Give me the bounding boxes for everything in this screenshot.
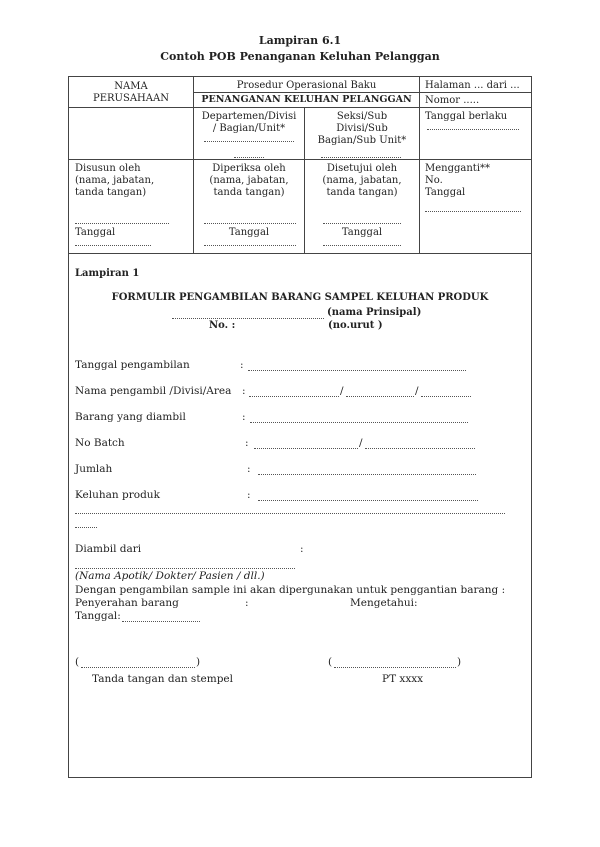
field-batch-label: No Batch xyxy=(75,437,125,449)
taken-from-label: Diambil dari xyxy=(75,543,142,555)
attachment-label: Lampiran 1 xyxy=(75,268,140,279)
form-title: FORMULIR PENGAMBILAN BARANG SAMPEL KELUHAN PRODUK xyxy=(111,292,489,303)
prepared-date-label: Tanggal xyxy=(75,227,116,238)
approved-date-label: Tanggal xyxy=(341,227,383,238)
field-complaint-input-line2[interactable] xyxy=(75,513,505,514)
acknowledged-label: Mengetahui: xyxy=(350,597,418,609)
field-pickup-date-input[interactable] xyxy=(248,370,466,371)
page-of-label: Halaman ... dari ... xyxy=(425,80,520,91)
form-number-label: No. : xyxy=(209,320,236,331)
signature-right-line[interactable] xyxy=(334,667,456,668)
field-picker-area-input[interactable] xyxy=(421,396,471,397)
approved-by-cell: Disetujui oleh (nama, jabatan, tanda tangan) xyxy=(322,163,402,198)
field-batch-input[interactable] xyxy=(254,448,358,449)
document-number-label: Nomor ..... xyxy=(425,95,480,106)
doc-heading-title: Contoh POB Penanganan Keluhan Pelanggan xyxy=(160,50,440,63)
field-complaint-input[interactable] xyxy=(258,500,478,501)
department-cell: Departemen/Divisi / Bagian/Unit* xyxy=(201,111,297,134)
field-picker-name-input[interactable] xyxy=(249,396,339,397)
field-complaint-label: Keluhan produk xyxy=(75,489,160,501)
form-number-value: (no.urut ) xyxy=(328,320,383,331)
field-quantity-input[interactable] xyxy=(258,474,476,475)
checked-by-cell: Diperiksa oleh (nama, jabatan, tanda tangan) xyxy=(209,163,289,198)
field-pickup-date-label: Tanggal pengambilan xyxy=(75,359,190,371)
company-name-cell: NAMA PERUSAHAAN xyxy=(93,81,169,104)
field-picker-division-input[interactable] xyxy=(346,396,414,397)
signature-right-caption: PT xxxx xyxy=(382,673,424,685)
field-item-label: Barang yang diambil xyxy=(75,411,186,423)
signature-left-line[interactable] xyxy=(81,667,195,668)
sop-subject: PENANGANAN KELUHAN PELANGGAN xyxy=(201,94,412,105)
field-batch-input-2[interactable] xyxy=(365,448,475,449)
section-cell: Seksi/Sub Divisi/Sub Bagian/Sub Unit* xyxy=(317,111,407,146)
principal-label: (nama Prinsipal) xyxy=(327,307,422,318)
taken-from-input[interactable] xyxy=(75,568,295,569)
field-quantity-label: Jumlah xyxy=(75,463,113,475)
date-field-input[interactable] xyxy=(122,621,200,622)
taken-from-note: (Nama Apotik/ Dokter/ Pasien / dll.) xyxy=(75,570,265,582)
field-picker-name-label: Nama pengambil /Divisi/Area xyxy=(75,385,232,397)
valid-date-label: Tanggal berlaku xyxy=(425,111,508,122)
date-field-label: Tanggal: xyxy=(75,610,121,622)
handover-label: Penyerahan barang xyxy=(75,597,179,609)
signature-left-caption: Tanda tangan dan stempel xyxy=(92,673,234,685)
prepared-by-cell: Disusun oleh (nama, jabatan, tanda tangan) xyxy=(75,163,155,198)
field-item-input[interactable] xyxy=(250,422,468,423)
sop-label: Prosedur Operasional Baku xyxy=(236,80,377,91)
replaces-cell: Mengganti** No. Tanggal xyxy=(425,163,491,198)
doc-heading-attachment: Lampiran 6.1 xyxy=(258,34,342,47)
statement-text: Dengan pengambilan sample ini akan dipergunakan untuk penggantian barang : xyxy=(75,584,506,596)
checked-date-label: Tanggal xyxy=(228,227,270,238)
